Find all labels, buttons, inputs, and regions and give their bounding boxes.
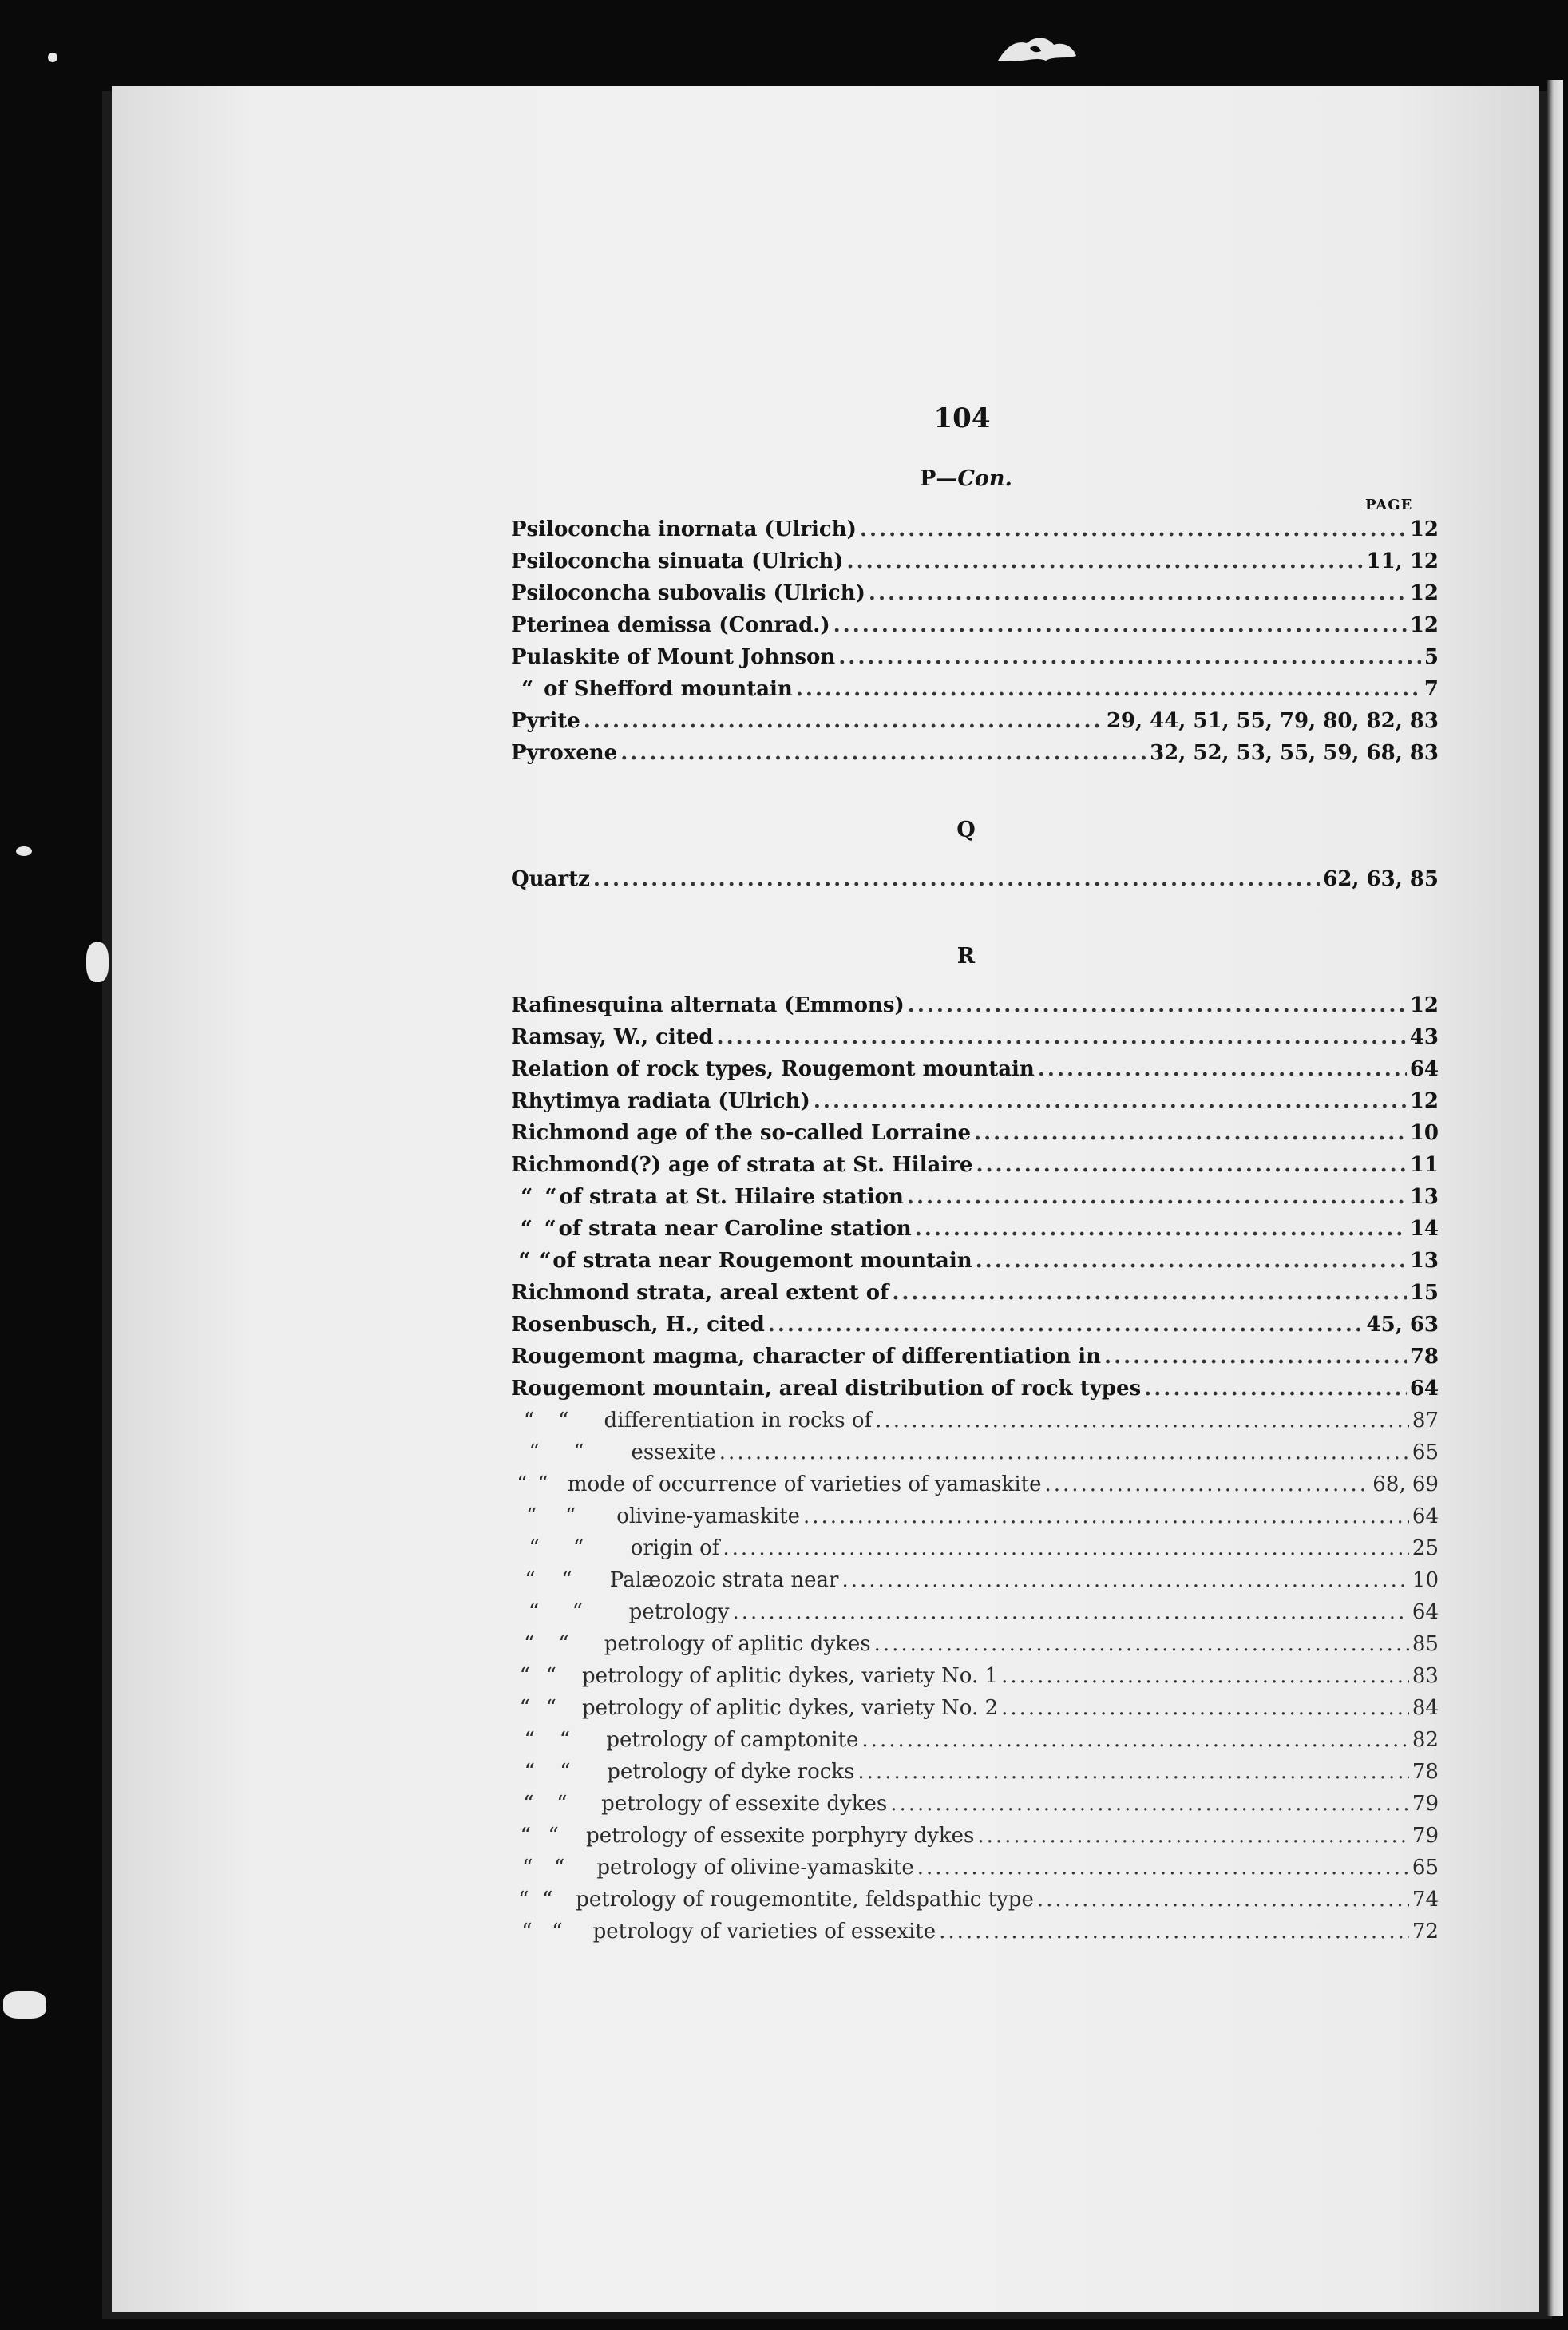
index-entry bbox=[511, 1824, 1439, 1856]
entry-label: petrology of camptonite bbox=[606, 1728, 859, 1752]
ditto-mark: “ bbox=[523, 1792, 534, 1816]
index-entry bbox=[511, 1185, 1439, 1217]
entry-page-ref: 62, 63, 85 bbox=[1323, 867, 1439, 891]
ditto-mark: “ bbox=[572, 1536, 584, 1560]
entry-page-ref: 12 bbox=[1409, 613, 1439, 637]
index-entry bbox=[511, 1345, 1439, 1377]
dot-leader bbox=[1044, 1472, 1369, 1496]
section-heading-r: R bbox=[956, 944, 976, 969]
ditto-mark: “ bbox=[528, 1600, 540, 1624]
entry-label: Psiloconcha sinuata (Ulrich) bbox=[511, 549, 844, 573]
entry-label: differentiation in rocks of bbox=[604, 1409, 873, 1432]
entry-label: of Shefford mountain bbox=[544, 677, 793, 701]
index-entry bbox=[511, 1568, 1439, 1600]
entry-page-ref: 68, 69 bbox=[1372, 1472, 1439, 1496]
entry-page-ref: 65 bbox=[1412, 1440, 1439, 1464]
index-entry bbox=[511, 1856, 1439, 1888]
section-heading-q: Q bbox=[956, 818, 976, 842]
entry-label: of strata at St. Hilaire station bbox=[559, 1185, 904, 1209]
ditto-mark: “ bbox=[522, 1856, 533, 1880]
ditto-mark: “ bbox=[520, 1217, 533, 1241]
ditto-mark: “ bbox=[529, 1536, 540, 1560]
dot-leader bbox=[620, 741, 1146, 765]
dot-leader bbox=[1001, 1696, 1409, 1720]
index-entry bbox=[511, 1057, 1439, 1089]
entry-label: petrology of aplitic dykes, variety No. 1 bbox=[581, 1664, 999, 1688]
entry-page-ref: 12 bbox=[1409, 517, 1439, 541]
entry-page-ref: 83 bbox=[1412, 1664, 1439, 1688]
ditto-mark: “ bbox=[559, 1728, 571, 1752]
continued-label: Con. bbox=[957, 466, 1012, 491]
index-entry bbox=[511, 549, 1439, 581]
scan-speck bbox=[48, 53, 57, 62]
dot-leader bbox=[915, 1217, 1407, 1241]
entry-label: Psiloconcha inornata (Ulrich) bbox=[511, 517, 857, 541]
ditto-mark: “ bbox=[542, 1888, 553, 1912]
scan-speck bbox=[3, 1991, 46, 2019]
dot-leader bbox=[768, 1313, 1364, 1337]
entry-page-ref: 13 bbox=[1409, 1249, 1439, 1273]
scanner-mark-icon bbox=[990, 32, 1086, 67]
dot-leader bbox=[974, 1121, 1407, 1145]
index-entry bbox=[511, 1888, 1439, 1920]
dot-leader bbox=[1037, 1888, 1409, 1912]
entry-label: Pyrite bbox=[511, 709, 580, 733]
ditto-mark: “ bbox=[552, 1920, 563, 1944]
dot-leader bbox=[719, 1440, 1409, 1464]
entry-label: Rosenbusch, H., cited bbox=[511, 1313, 765, 1337]
entry-page-ref: 65 bbox=[1412, 1856, 1439, 1880]
index-entry bbox=[511, 1377, 1439, 1409]
dot-leader bbox=[892, 1281, 1407, 1305]
index-entry bbox=[511, 581, 1439, 613]
dot-leader bbox=[796, 677, 1421, 701]
entry-page-ref: 79 bbox=[1412, 1824, 1439, 1848]
entry-label: Rougemont mountain, areal distribution of rock types bbox=[511, 1377, 1142, 1401]
index-entry bbox=[511, 1600, 1439, 1632]
ditto-mark: “ bbox=[558, 1632, 569, 1656]
entry-label: Relation of rock types, Rougemont mountain bbox=[511, 1057, 1035, 1081]
index-entry bbox=[511, 1217, 1439, 1249]
index-entry bbox=[511, 709, 1439, 741]
ditto-mark: “ bbox=[519, 1696, 530, 1720]
dot-leader bbox=[814, 1089, 1407, 1113]
entry-label: Richmond strata, areal extent of bbox=[511, 1281, 889, 1305]
index-entry bbox=[511, 677, 1439, 709]
dot-leader bbox=[874, 1632, 1409, 1656]
index-entry bbox=[511, 1728, 1439, 1760]
index-entry bbox=[511, 1153, 1439, 1185]
ditto-mark: “ bbox=[544, 1185, 557, 1209]
dot-leader bbox=[593, 867, 1320, 891]
entry-page-ref: 64 bbox=[1409, 1377, 1439, 1401]
dot-leader bbox=[875, 1409, 1409, 1432]
entry-page-ref: 11, 12 bbox=[1366, 549, 1439, 573]
entry-page-ref: 29, 44, 51, 55, 79, 80, 82, 83 bbox=[1106, 709, 1439, 733]
entry-label: Ramsay, W., cited bbox=[511, 1025, 714, 1049]
entry-label: Rafinesquina alternata (Emmons) bbox=[511, 993, 905, 1017]
ditto-mark: “ bbox=[523, 1409, 535, 1432]
dot-leader bbox=[917, 1856, 1409, 1880]
dot-leader bbox=[841, 1568, 1408, 1592]
entry-label: petrology of essexite dykes bbox=[601, 1792, 888, 1816]
entry-page-ref: 74 bbox=[1412, 1888, 1439, 1912]
entry-label: petrology of aplitic dykes bbox=[604, 1632, 871, 1656]
dot-leader bbox=[838, 645, 1421, 669]
ditto-mark: “ bbox=[518, 1888, 529, 1912]
entry-page-ref: 82 bbox=[1412, 1728, 1439, 1752]
index-entry bbox=[511, 1089, 1439, 1121]
dot-leader bbox=[908, 993, 1407, 1017]
dot-leader bbox=[861, 1728, 1408, 1752]
entry-label: Pyroxene bbox=[511, 741, 618, 765]
entry-label: of strata near Caroline station bbox=[558, 1217, 912, 1241]
ditto-mark: “ bbox=[572, 1600, 583, 1624]
entry-label: Richmond(?) age of strata at St. Hilaire bbox=[511, 1153, 973, 1177]
dot-leader bbox=[976, 1249, 1407, 1273]
entry-page-ref: 15 bbox=[1409, 1281, 1439, 1305]
ditto-mark: “ bbox=[561, 1568, 572, 1592]
entry-label: Rhytimya radiata (Ulrich) bbox=[511, 1089, 810, 1113]
dot-leader bbox=[847, 549, 1364, 573]
ditto-mark: “ bbox=[564, 1504, 576, 1528]
entry-label: petrology of rougemontite, feldspathic type bbox=[576, 1888, 1034, 1912]
scan-speck bbox=[16, 846, 32, 856]
index-entry bbox=[511, 1664, 1439, 1696]
entry-label: Rougemont magma, character of differentiation in bbox=[511, 1345, 1102, 1369]
entry-page-ref: 7 bbox=[1423, 677, 1439, 701]
index-entry bbox=[511, 1313, 1439, 1345]
dot-leader bbox=[1104, 1345, 1407, 1369]
page-number: 104 bbox=[933, 402, 991, 434]
ditto-mark: “ bbox=[560, 1760, 571, 1784]
ditto-mark: “ bbox=[537, 1472, 548, 1496]
ditto-mark: “ bbox=[518, 1249, 531, 1273]
index-entry bbox=[511, 1409, 1439, 1440]
ditto-mark: “ bbox=[529, 1440, 540, 1464]
dot-leader bbox=[803, 1504, 1409, 1528]
dot-leader bbox=[857, 1760, 1408, 1784]
ditto-mark: “ bbox=[517, 1472, 528, 1496]
section-heading-p bbox=[0, 466, 1568, 491]
index-entry bbox=[511, 1792, 1439, 1824]
entry-page-ref: 13 bbox=[1409, 1185, 1439, 1209]
dot-leader bbox=[833, 613, 1407, 637]
index-list-q bbox=[511, 867, 1439, 899]
index-entry bbox=[511, 645, 1439, 677]
ditto-mark: “ bbox=[553, 1856, 565, 1880]
entry-label: of strata near Rougemont mountain bbox=[552, 1249, 972, 1273]
entry-label: petrology of essexite porphyry dykes bbox=[586, 1824, 975, 1848]
ditto-mark: “ bbox=[524, 1728, 535, 1752]
entry-page-ref: 45, 63 bbox=[1366, 1313, 1439, 1337]
entry-page-ref: 25 bbox=[1412, 1536, 1439, 1560]
ditto-mark: “ bbox=[521, 1920, 533, 1944]
dot-leader bbox=[869, 581, 1407, 605]
entry-page-ref: 79 bbox=[1412, 1792, 1439, 1816]
ditto-mark: “ bbox=[545, 1696, 556, 1720]
dot-leader bbox=[732, 1600, 1408, 1624]
ditto-mark: “ bbox=[525, 1568, 536, 1592]
entry-page-ref: 12 bbox=[1409, 581, 1439, 605]
entry-label: essexite bbox=[631, 1440, 716, 1464]
index-entry bbox=[511, 1504, 1439, 1536]
index-entry bbox=[511, 993, 1439, 1025]
entry-label: petrology of olivine-yamaskite bbox=[596, 1856, 914, 1880]
entry-page-ref: 43 bbox=[1409, 1025, 1439, 1049]
ditto-mark: “ bbox=[519, 1664, 530, 1688]
entry-label: petrology of varieties of essexite bbox=[592, 1920, 936, 1944]
entry-page-ref: 84 bbox=[1412, 1696, 1439, 1720]
ditto-mark: “ bbox=[556, 1792, 568, 1816]
index-entry bbox=[511, 1632, 1439, 1664]
index-entry bbox=[511, 1536, 1439, 1568]
index-entry bbox=[511, 741, 1439, 773]
entry-page-ref: 64 bbox=[1412, 1504, 1439, 1528]
index-entry bbox=[511, 1025, 1439, 1057]
entry-page-ref: 87 bbox=[1412, 1409, 1439, 1432]
index-entry bbox=[511, 1121, 1439, 1153]
entry-page-ref: 64 bbox=[1412, 1600, 1439, 1624]
ditto-mark: “ bbox=[558, 1409, 569, 1432]
index-entry bbox=[511, 1472, 1439, 1504]
entry-page-ref: 5 bbox=[1423, 645, 1439, 669]
entry-page-ref: 10 bbox=[1412, 1568, 1439, 1592]
index-entry bbox=[511, 1696, 1439, 1728]
dot-leader bbox=[939, 1920, 1409, 1944]
index-entry bbox=[511, 1920, 1439, 1952]
index-entry bbox=[511, 1249, 1439, 1281]
entry-page-ref: 64 bbox=[1409, 1057, 1439, 1081]
ditto-mark: “ bbox=[521, 1185, 533, 1209]
page-column-label: PAGE bbox=[1365, 497, 1413, 513]
entry-page-ref: 85 bbox=[1412, 1632, 1439, 1656]
dot-leader bbox=[717, 1025, 1407, 1049]
ditto-mark: “ bbox=[524, 1760, 535, 1784]
entry-page-ref: 78 bbox=[1412, 1760, 1439, 1784]
entry-page-ref: 12 bbox=[1409, 1089, 1439, 1113]
ditto-mark: “ bbox=[521, 677, 534, 701]
dot-leader bbox=[890, 1792, 1409, 1816]
entry-label: Richmond age of the so-called Lorraine bbox=[511, 1121, 972, 1145]
section-letter: P— bbox=[920, 466, 958, 491]
entry-label: petrology bbox=[628, 1600, 730, 1624]
index-list-r bbox=[511, 993, 1439, 1952]
entry-label: Pulaskite of Mount Johnson bbox=[511, 645, 836, 669]
entry-label: origin of bbox=[630, 1536, 720, 1560]
ditto-mark: “ bbox=[545, 1664, 556, 1688]
index-entry bbox=[511, 1281, 1439, 1313]
ditto-mark: “ bbox=[520, 1824, 531, 1848]
ditto-mark: “ bbox=[539, 1249, 552, 1273]
dot-leader bbox=[976, 1153, 1406, 1177]
dot-leader bbox=[860, 517, 1407, 541]
entry-label: Psiloconcha subovalis (Ulrich) bbox=[511, 581, 865, 605]
dot-leader bbox=[977, 1824, 1409, 1848]
entry-page-ref: 12 bbox=[1409, 993, 1439, 1017]
entry-page-ref: 11 bbox=[1409, 1153, 1439, 1177]
ditto-mark: “ bbox=[548, 1824, 559, 1848]
entry-label: mode of occurrence of varieties of yamaskite bbox=[567, 1472, 1042, 1496]
entry-page-ref: 14 bbox=[1409, 1217, 1439, 1241]
entry-page-ref: 72 bbox=[1412, 1920, 1439, 1944]
index-entry bbox=[511, 613, 1439, 645]
index-list-p bbox=[511, 517, 1439, 773]
entry-label: Pterinea demissa (Conrad.) bbox=[511, 613, 830, 637]
entry-page-ref: 10 bbox=[1409, 1121, 1439, 1145]
dot-leader bbox=[1001, 1664, 1409, 1688]
dot-leader bbox=[907, 1185, 1407, 1209]
index-entry bbox=[511, 867, 1439, 899]
ditto-mark: “ bbox=[544, 1217, 556, 1241]
entry-label: Quartz bbox=[511, 867, 590, 891]
dot-leader bbox=[723, 1536, 1409, 1560]
ditto-mark: “ bbox=[573, 1440, 584, 1464]
entry-label: petrology of dyke rocks bbox=[607, 1760, 855, 1784]
dot-leader bbox=[1144, 1377, 1407, 1401]
entry-label: Palæozoic strata near bbox=[609, 1568, 839, 1592]
entry-page-ref: 32, 52, 53, 55, 59, 68, 83 bbox=[1150, 741, 1439, 765]
ditto-mark: “ bbox=[523, 1632, 535, 1656]
index-entry bbox=[511, 517, 1439, 549]
dot-leader bbox=[584, 709, 1103, 733]
index-entry bbox=[511, 1440, 1439, 1472]
index-entry bbox=[511, 1760, 1439, 1792]
entry-page-ref: 78 bbox=[1409, 1345, 1439, 1369]
entry-label: petrology of aplitic dykes, variety No. 2 bbox=[581, 1696, 999, 1720]
entry-label: olivine-yamaskite bbox=[616, 1504, 800, 1528]
ditto-mark: “ bbox=[525, 1504, 537, 1528]
dot-leader bbox=[1038, 1057, 1407, 1081]
